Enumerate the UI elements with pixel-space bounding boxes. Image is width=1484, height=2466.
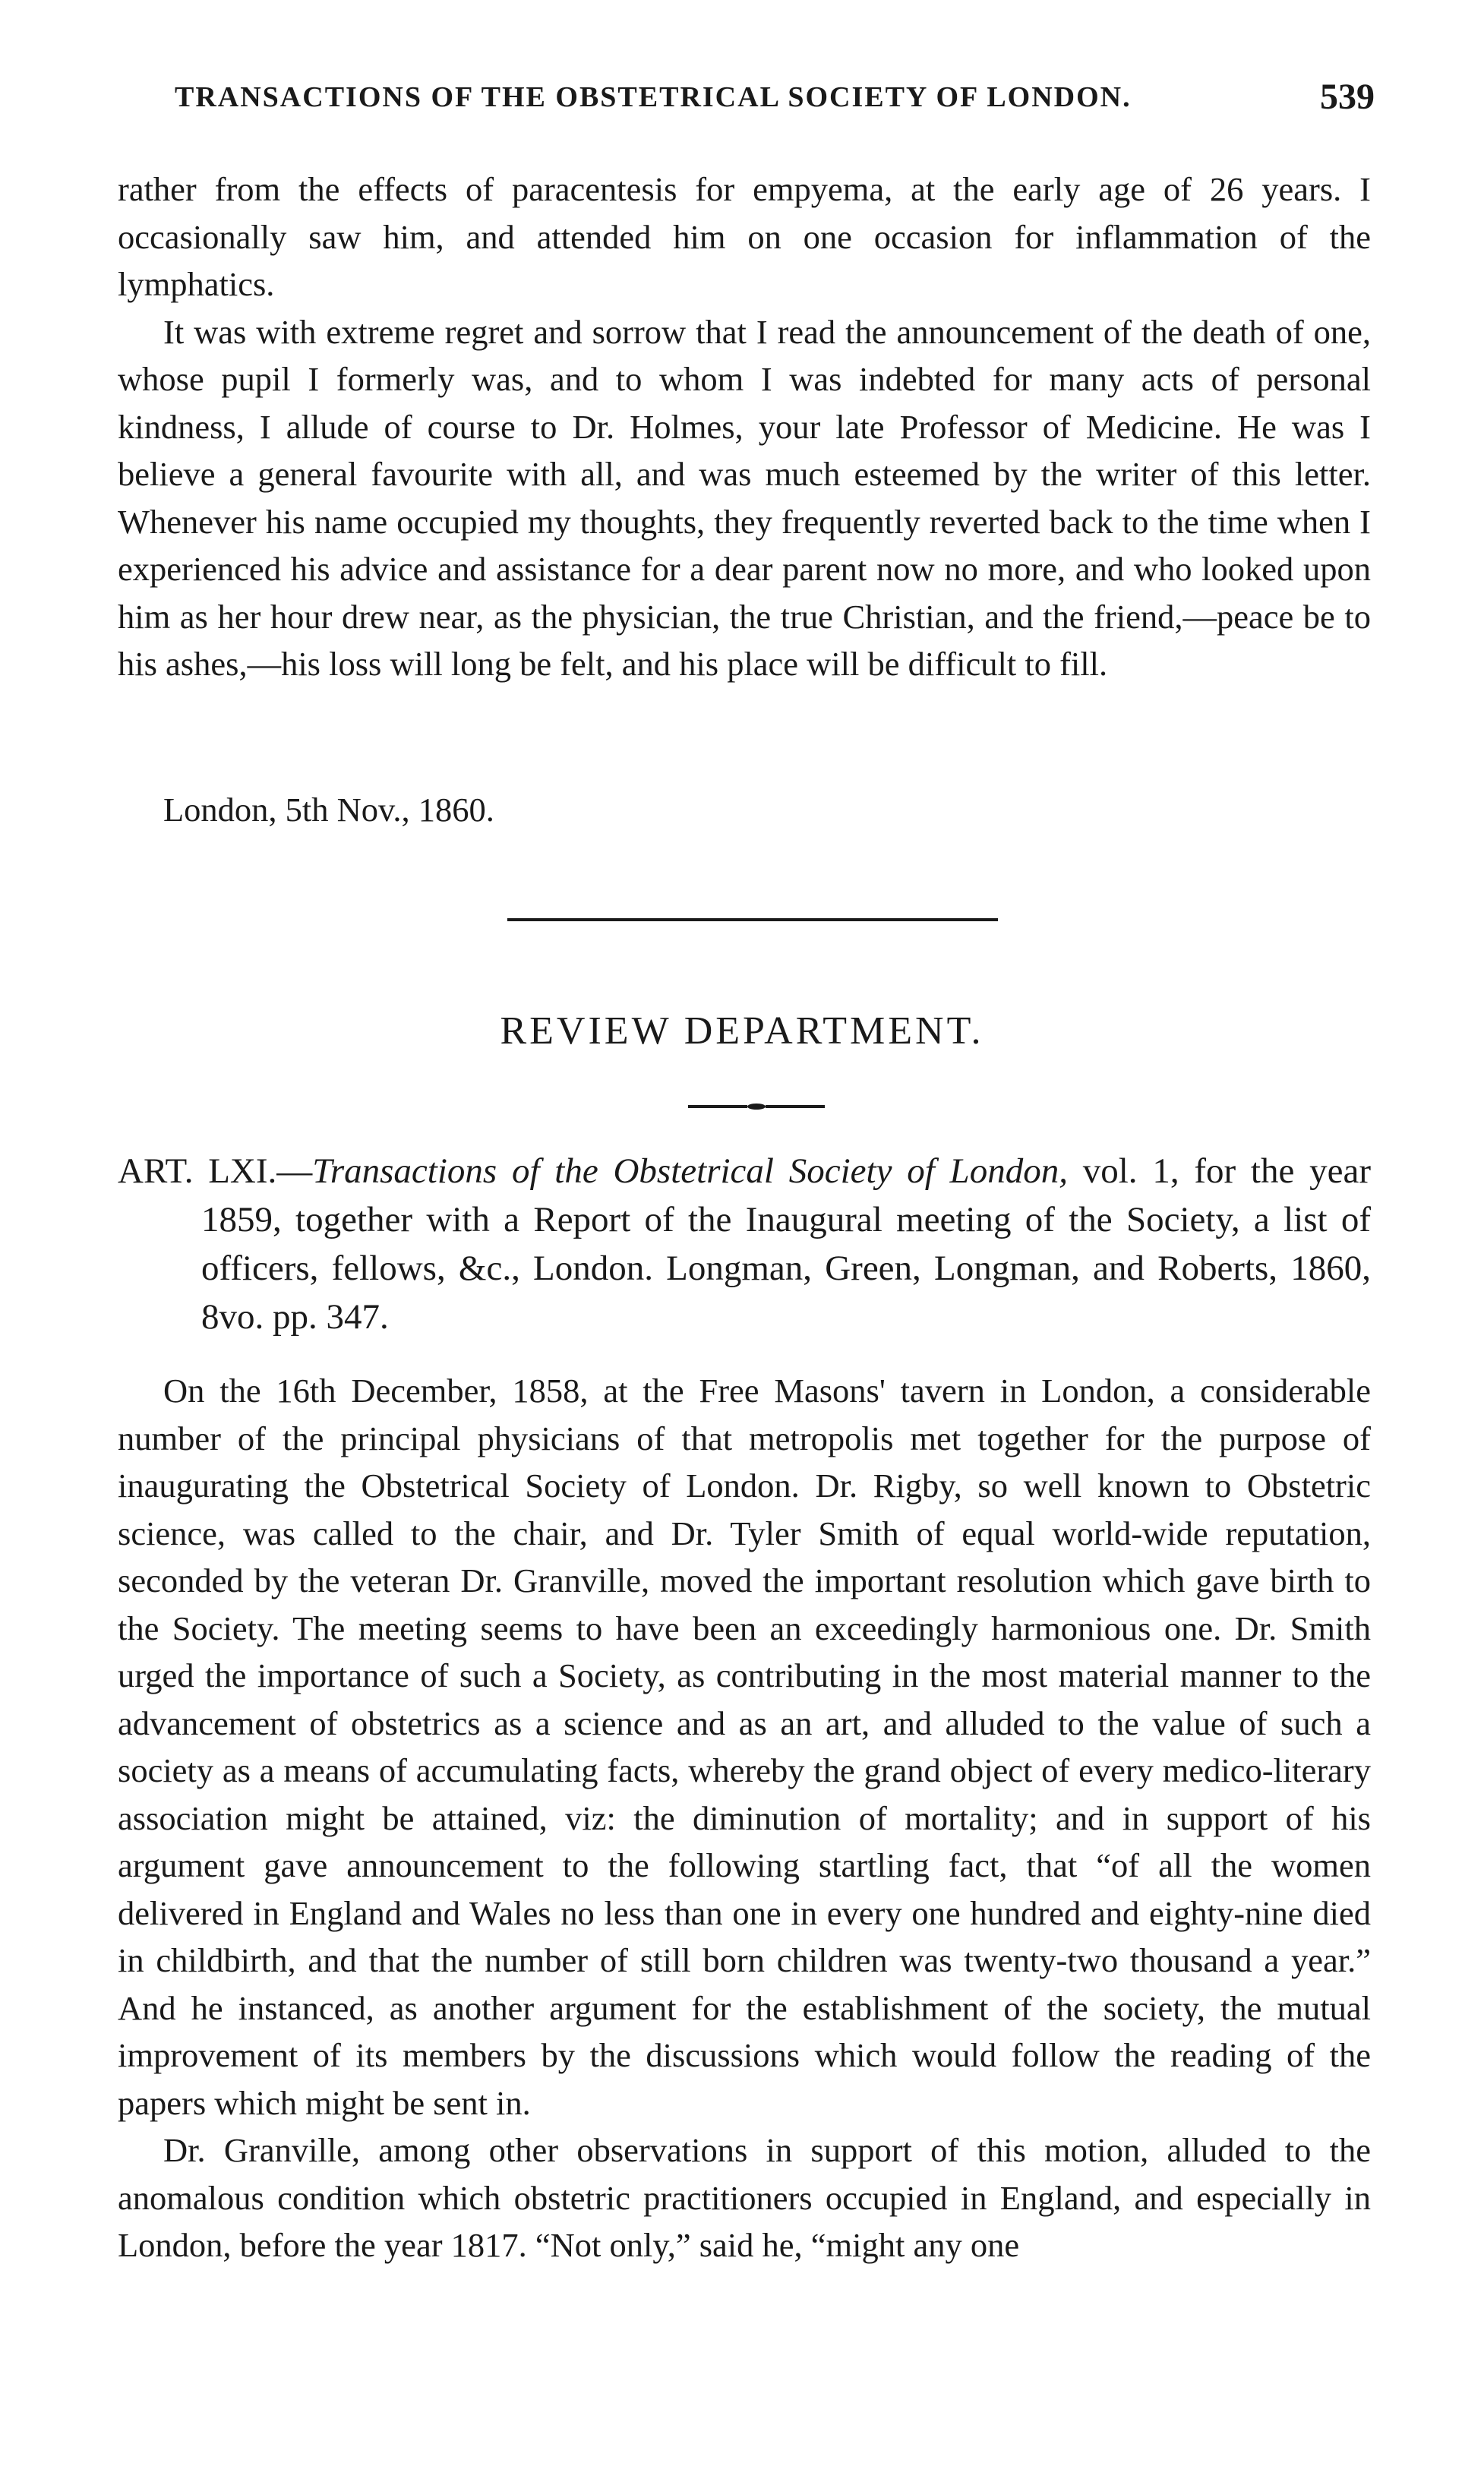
article-label: ART. LXI.— [118, 1151, 313, 1191]
review-paragraph: On the 16th December, 1858, at the Free Masons' tavern in London, a considerable number of the principal physicians of that metropolis met together for the purpose of inaugurating the Obstetrical Society of London. Dr. Rigby, so well known to Obstetric science, was called to the chair, and Dr. Tyler Smith of equal world-wide reputation, seconded by the veteran Dr. Granville, moved the important resolution which gave birth to the Society. The meeting seems to have been an exceedingly harmonious one. Dr. Smith urged the importance of such a Society, as contributing in the most material manner to the advancement of obstetrics as a science and as an art, and alluded to the value of such a society as a means of accumulating facts, whereby the grand object of every medico-literary association might be attained, viz: the diminution of mortality; and in support of his argument gave announcement to the following startling fact, that “of all the women delivered in England and Wales no less than one in every one hundred and eighty-nine died in childbirth, and that the number of still born children was twenty-two thousand a year.” And he instanced, as another argument for the establishment of the society, the mutual improvement of its members by the discussions which would follow the reading of the papers which might be sent in. [118, 1372, 1371, 2122]
letter-dateline: London, 5th Nov., 1860. [163, 791, 494, 829]
review-paragraph: Dr. Granville, among other observations in support of this motion, alluded to the anomalous condition which obstetric practitioners occupied in England, and especially in London, before the year 1817. “Not only,” said he, “might any one [118, 2131, 1371, 2264]
letter-paragraph: It was with extreme regret and sorrow that I read the announcement of the death of one, whose pupil I formerly was, and to whom I was indebted for many acts of personal kindness, I allude of course to Dr. Holmes, your late Professor of Medicine. He was I believe a general favourite with all, and was much esteemed by the writer of this letter. Whenever his name occupied my thoughts, they frequently reverted back to the time when I experienced his advice and assistance for a dear parent now no more, and who looked upon him as her hour drew near, as the physician, the true Christian, and the friend,—peace be to his ashes,—his loss will long be felt, and his place will be difficult to fill. [118, 312, 1371, 683]
article-title: Transactions of the Obstetrical Society of London, [312, 1151, 1068, 1191]
section-title: REVIEW DEPARTMENT. [500, 1009, 984, 1053]
running-head [114, 76, 1375, 122]
running-title: TRANSACTIONS OF THE OBSTETRICAL SOCIETY OF LONDON. [175, 81, 1132, 113]
ornament-dash-icon [688, 1103, 825, 1110]
page-number: 539 [1320, 77, 1375, 117]
review-body [118, 1367, 1371, 2269]
section-divider-rule [507, 918, 998, 921]
letter-body [118, 166, 1371, 688]
letter-paragraph-continued: rather from the effects of paracentesis for empyema, at the early age of 26 years. I occasionally saw him, and attended him on one occasion for inflammation of the lymphatics. [118, 170, 1371, 303]
article-heading [118, 1147, 1371, 1341]
article-details: vol. 1, for the year 1859, together with a Report of the Inaugural meeting of the Society, a list of officers, fellows, &c., London. Longman, Green, Longman, and Roberts, 1860, 8vo. pp. 347. [201, 1151, 1371, 1337]
